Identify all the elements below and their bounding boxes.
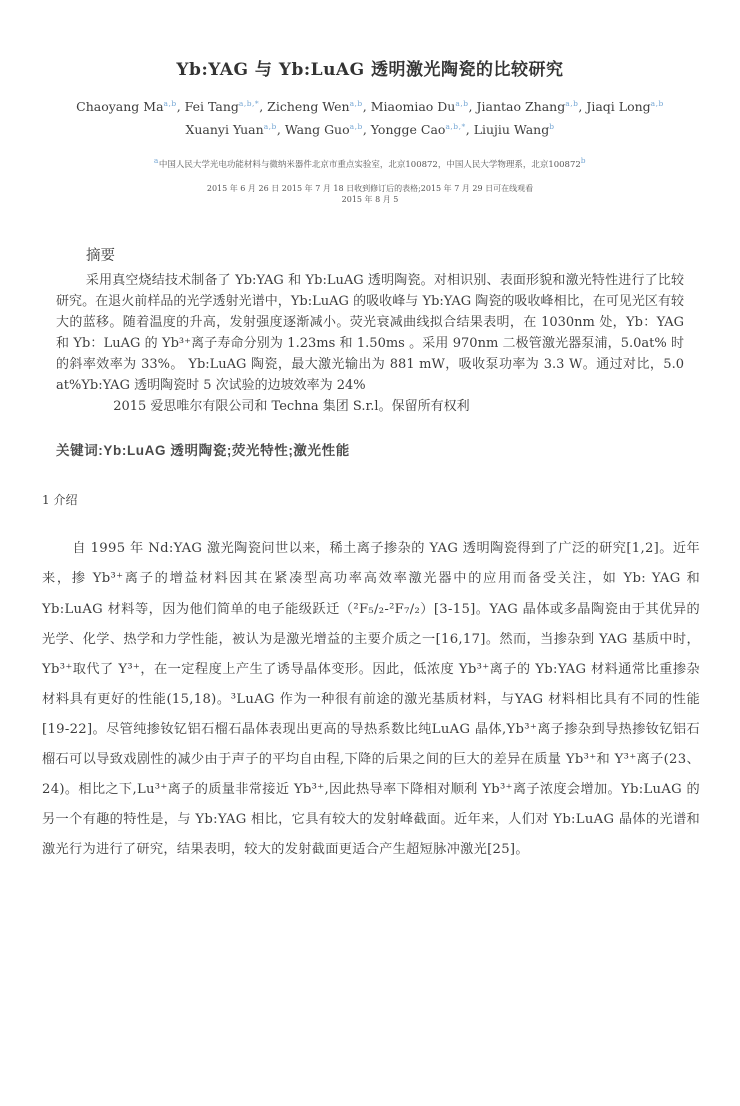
author-name: Jiaqi Long$^{a,b}$	[586, 98, 664, 114]
author-affiliation-marker: a,b	[455, 98, 469, 108]
author-affiliation-marker: b	[549, 121, 555, 131]
author-line-1	[0, 96, 740, 119]
author-name: Chaoyang Ma$^{a,b}$	[76, 98, 177, 114]
author-separator: ,	[578, 99, 587, 114]
author-affiliation-marker: a,b,*	[445, 121, 466, 131]
section-heading-introduction: 1 介绍	[42, 493, 78, 508]
abstract-heading: 摘要	[86, 248, 115, 265]
paper-title: Yb:YAG 与 Yb:LuAG 透明激光陶瓷的比较研究	[176, 60, 564, 80]
author-affiliation-marker: a,b	[650, 98, 664, 108]
author-affiliation-marker: a,b	[263, 121, 277, 131]
author-affiliation-marker: a,b	[349, 121, 363, 131]
introduction-text: 自 1995 年 Nd:YAG 激光陶瓷问世以来，稀土离子掺杂的 YAG 透明陶瓷得到了广泛的研究[1,2]。近年来，掺 Yb³⁺离子的增益材料因其在紧凑型高功率高效率激光器中的应用而备受关注，如 Yb: YAG 和 Yb:LuAG 材料等，因为他们简单的电子能级跃迁（²F₅/₂-²F₇/₂）[3-15]。YAG 晶体或多晶陶瓷由于其优异的光学、化学、热学和力学性能，被认为是激光增益的主要介质之一[16,17]。然而，当掺杂到 YAG 基质中时，Yb³⁺取代了 Y³⁺，在一定程度上产生了诱导晶体变形。因此，低浓度 Yb³⁺离子的 Yb:YAG 材料通常比重掺杂材料具有更好的性能(15,18)。³LuAG 作为一种很有前途的激光基质材料，与YAG 材料相比具有不同的性能[19-22]。尽管纯掺钕钇铝石榴石晶体表现出更高的导热系数比纯LuAG 晶体,Yb³⁺离子掺杂到导热掺钕钇铝石榴石可以导致戏剧性的减少由于声子的平均自由程,下降的后果之间的巨大的差异在质量 Yb³⁺和 Y³⁺离子(23、24)。相比之下,Lu³⁺离子的质量非常接近 Yb³⁺,因此热导率下降相对顺利 Yb³⁺离子浓度会增加。Yb:LuAG 的另一个有趣的特性是，与 Yb:YAG 相比，它具有较大的发射峰截面。近年来，人们对 Yb:LuAG 晶体的光谱和激光行为进行了研究，结果表明，较大的发射截面更适合产生超短脉冲激光[25]。	[42, 541, 700, 858]
author-separator: ,	[362, 99, 371, 114]
abstract-section	[56, 244, 684, 417]
author-separator: ,	[276, 121, 285, 137]
author-name: Jiantao Zhang$^{a,b}$	[476, 98, 579, 114]
dates-line-2: 2015 年 8 月 5	[341, 195, 399, 205]
author-name: Xuanyi Yuan$^{a,b}$	[185, 121, 277, 137]
abstract-text: 采用真空烧结技术制备了 Yb:YAG 和 Yb:LuAG 透明陶瓷。对相识别、表面形貌和激光特性进行了比较研究。在退火前样品的光学透射光谱中，Yb:LuAG 的吸收峰与 Yb:YAG 陶瓷的吸收峰相比，在可见光区有较大的蓝移。随着温度的升高，发射强度逐渐减小。荧光衰减曲线拟合结果表明，在 1030nm 处，Yb：YAG 和 Yb：LuAG 的 Yb³⁺离子寿命分别为 1.23ms 和 1.50ms 。采用 970nm 二极管激光器泵浦，5.0at% 时的斜率效率为 33%。 Yb:LuAG 陶瓷，最大激光输出为 881 mW，吸收泵功率为 3.3 W。通过对比，5.0 at%Yb:YAG 透明陶瓷时 5 次试验的边坡效率为 24%	[56, 273, 684, 394]
author-affiliation-marker: a,b	[565, 98, 579, 108]
affiliation-text: 中国人民大学光电功能材料与微纳米器件北京市重点实验室，北京100872，中国人民大学物理系，北京100872	[158, 159, 581, 170]
keywords-line: 关键词:Yb:LuAG 透明陶瓷;荧光特性;激光性能	[56, 443, 350, 459]
author-list	[0, 96, 740, 141]
author-separator: ,	[362, 121, 371, 137]
author-separator: ,	[465, 121, 474, 137]
affiliation	[0, 156, 740, 170]
author-affiliation-marker: a,b	[349, 98, 363, 108]
received-dates	[0, 183, 740, 206]
author-affiliation-marker: a,b	[163, 98, 177, 108]
author-separator: ,	[176, 99, 185, 114]
author-line-2	[0, 119, 740, 142]
copyright-line: 2015 爱思唯尔有限公司和 Techna 集团 S.r.l。保留所有权利	[113, 399, 470, 415]
author-separator: ,	[259, 99, 268, 114]
author-name: Liujiu Wang$^b$	[473, 121, 555, 137]
author-affiliation-marker: a,b,*	[238, 98, 260, 108]
affiliation-marker-b: b	[580, 156, 587, 165]
author-name: Wang Guo$^{a,b}$	[284, 121, 363, 137]
author-name: Miaomiao Du$^{a,b}$	[370, 98, 469, 114]
author-name: Yongge Cao$^{a,b,*}$	[370, 121, 466, 137]
author-name: Fei Tang$^{a,b,*}$	[184, 98, 260, 114]
affiliation-marker-a: a	[153, 156, 159, 165]
author-separator: ,	[468, 99, 477, 114]
author-name: Zicheng Wen$^{a,b}$	[267, 98, 363, 114]
dates-line-1: 2015 年 6 月 26 日 2015 年 7 月 18 日收到修订后的表格;2015 年 7 月 29 日可在线观看	[206, 183, 534, 193]
